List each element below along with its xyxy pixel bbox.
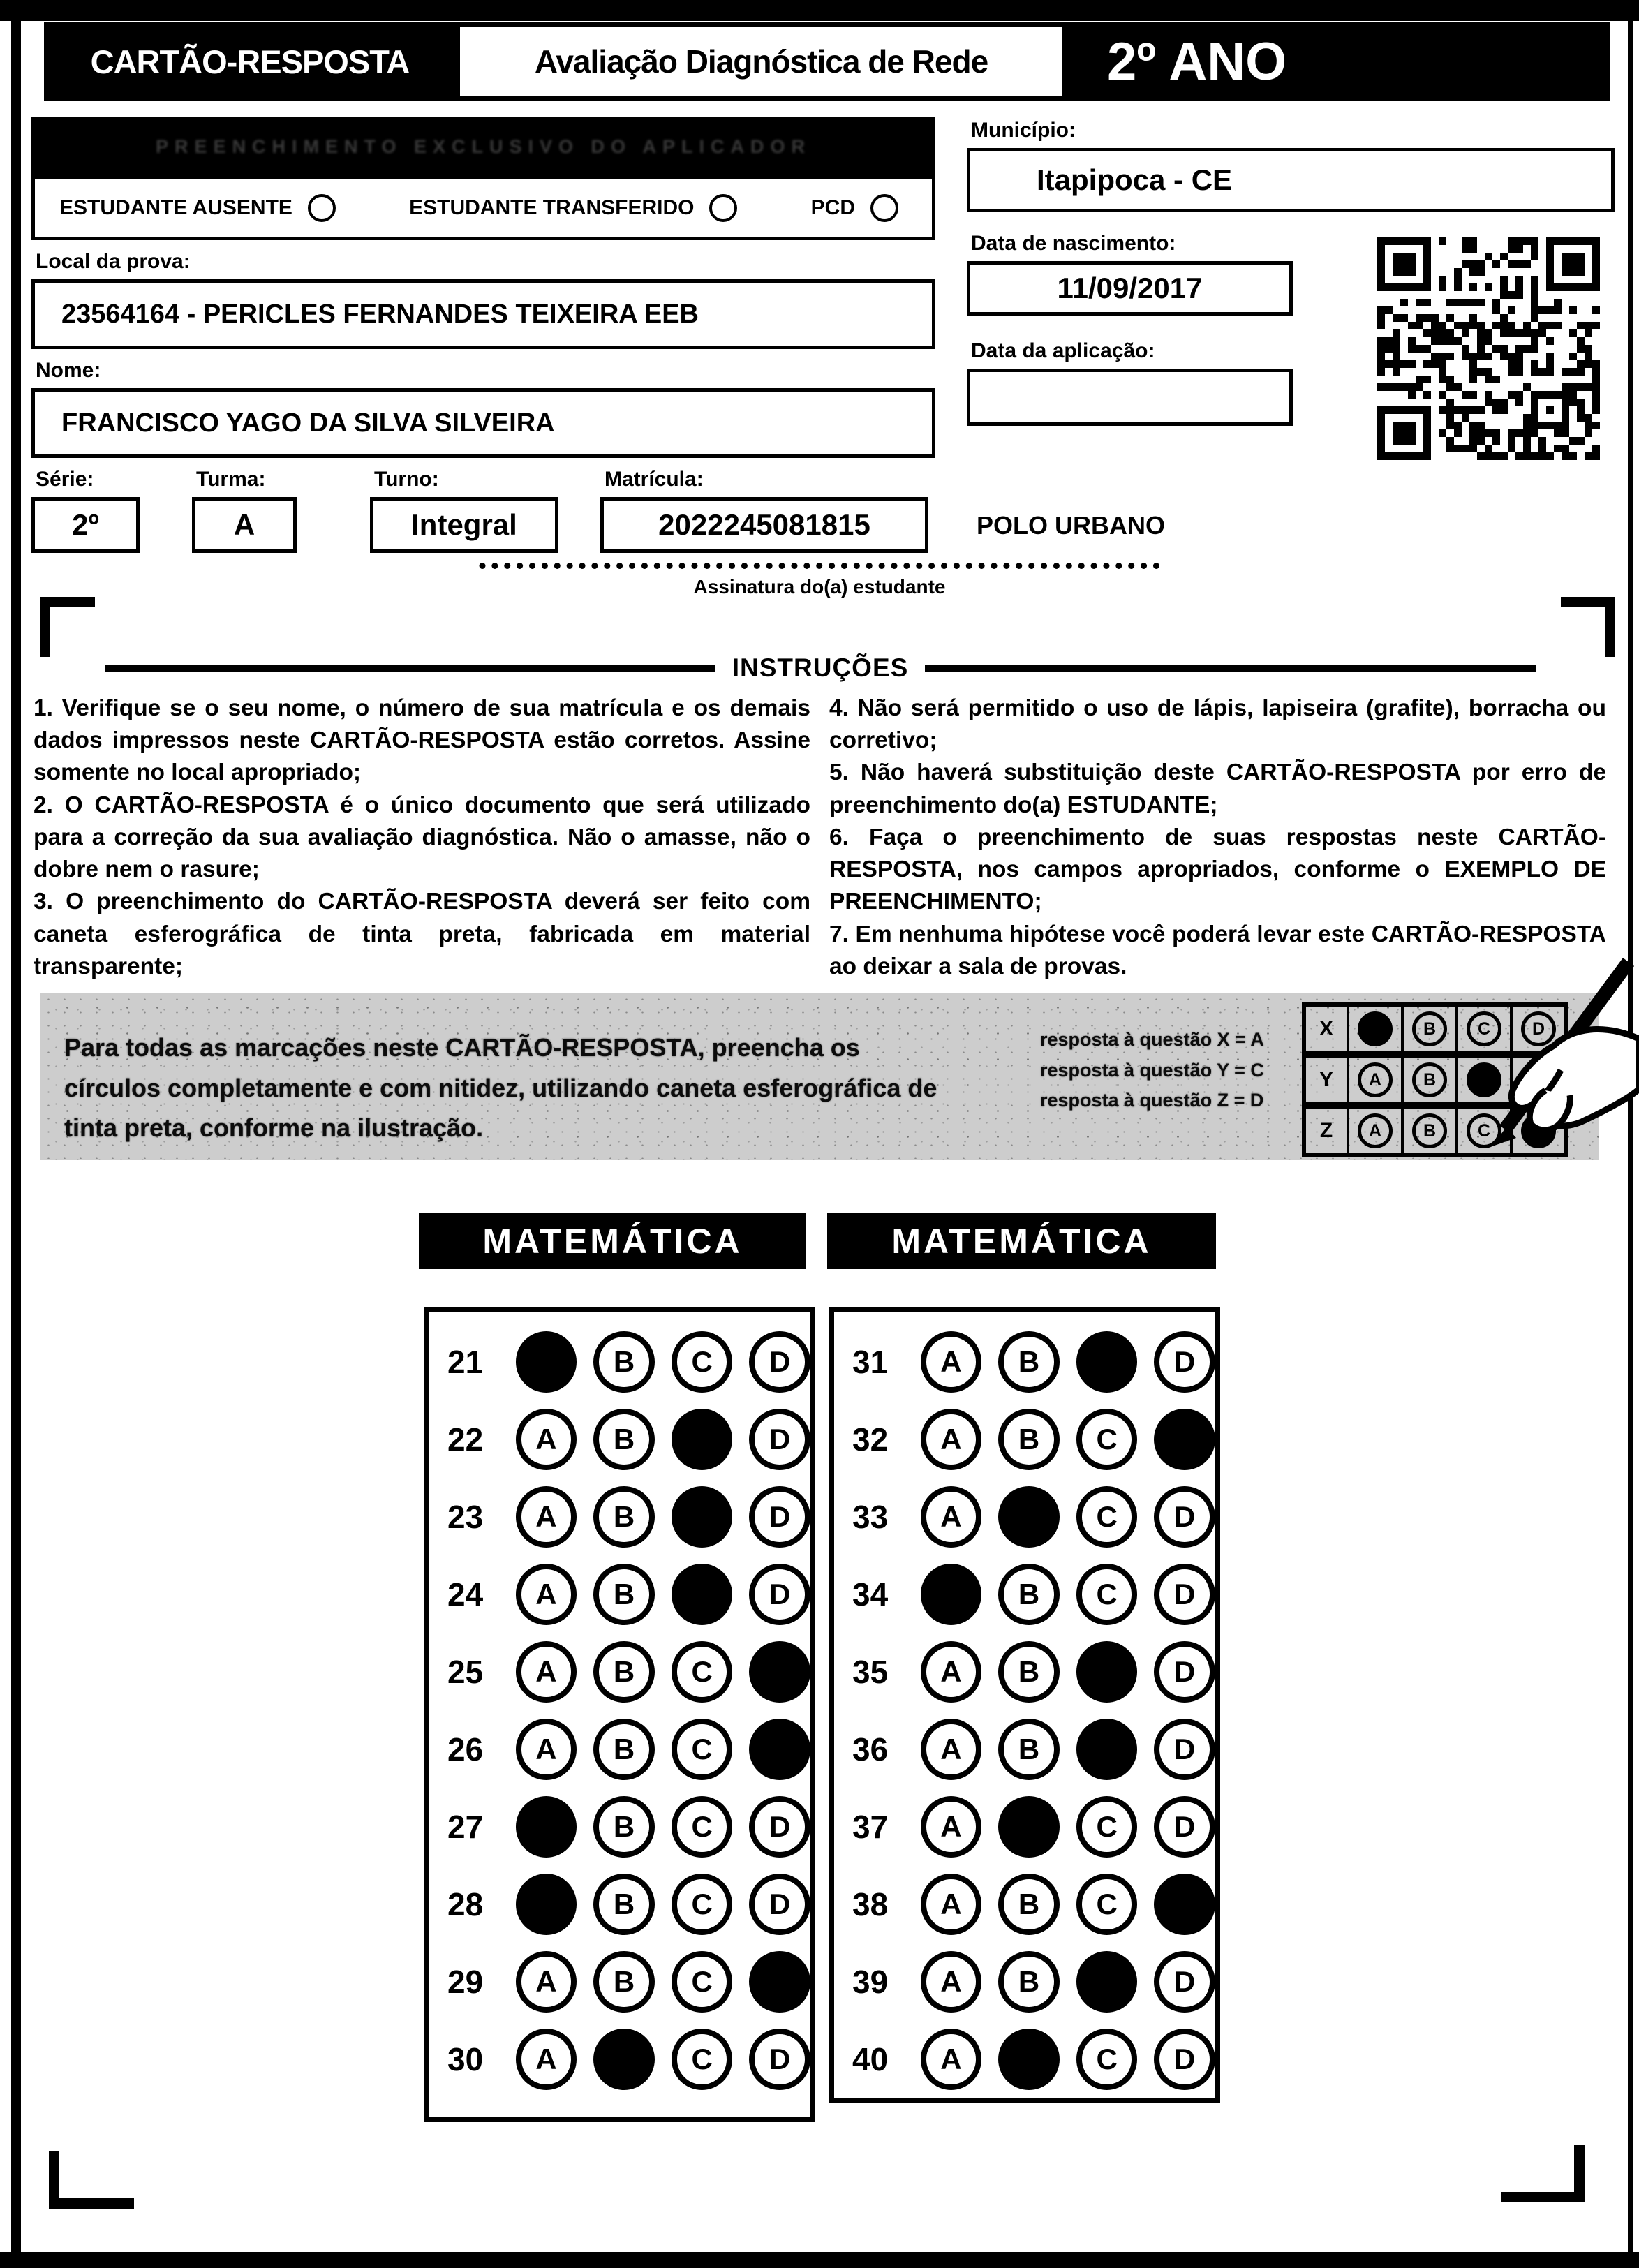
answer-bubble-39-D[interactable]: D xyxy=(1154,1951,1215,2013)
polo-label: POLO URBANO xyxy=(977,511,1165,540)
status-item-pcd xyxy=(811,194,898,222)
question-number: 30 xyxy=(447,2040,484,2077)
corner-mark-bottom-left xyxy=(49,2151,134,2209)
example-bubble-X-A xyxy=(1358,1011,1393,1046)
answer-bubble-39-C[interactable] xyxy=(1076,1951,1138,2013)
example-bubble-Z-A: A xyxy=(1358,1113,1393,1148)
answer-bubble-26-D[interactable] xyxy=(749,1719,810,1780)
answer-bubble-35-C[interactable] xyxy=(1076,1641,1138,1703)
question-number: 31 xyxy=(852,1343,889,1380)
grade-label: 2º ANO xyxy=(1067,22,1610,101)
answer-bubble-40-C[interactable]: C xyxy=(1076,2029,1138,2090)
answer-bubble-24-C[interactable] xyxy=(672,1564,733,1625)
instructions-header xyxy=(105,653,1536,683)
question-row-30 xyxy=(429,2020,810,2098)
divider-line xyxy=(105,665,715,672)
status-label: ESTUDANTE TRANSFERIDO xyxy=(409,196,695,219)
question-number: 29 xyxy=(447,1963,484,2000)
municipio-value-box: Itapipoca - CE xyxy=(967,148,1615,212)
example-row-label: Y xyxy=(1319,1068,1333,1091)
hand-with-pen-illustration xyxy=(1409,956,1639,1166)
instruction-item: 6. Faça o preenchimento de suas respostas neste CARTÃO-RESPOSTA, nos campos apropriados, conforme o EXEMPLO DE PREENCHIMENTO; xyxy=(829,824,1606,915)
answer-bubble-37-C[interactable]: C xyxy=(1076,1796,1138,1858)
question-row-34 xyxy=(834,1555,1215,1633)
answer-bubble-33-D[interactable]: D xyxy=(1154,1486,1215,1548)
question-row-31 xyxy=(834,1323,1215,1400)
nascimento-label: Data de nascimento: xyxy=(971,232,1176,255)
corner-mark-top-right xyxy=(1561,597,1615,657)
question-number: 36 xyxy=(852,1730,889,1767)
answer-bubble-27-B[interactable]: B xyxy=(593,1796,655,1858)
answer-bubble-31-B[interactable]: B xyxy=(998,1331,1060,1393)
question-row-27 xyxy=(429,1788,810,1865)
example-cell xyxy=(1347,1058,1401,1102)
example-bubble-X-C: C xyxy=(1467,1011,1501,1046)
question-row-28 xyxy=(429,1865,810,1943)
serie-label: Série: xyxy=(36,468,94,491)
local-label: Local da prova: xyxy=(36,250,191,273)
question-number: 27 xyxy=(447,1808,484,1845)
question-number: 40 xyxy=(852,2040,889,2077)
question-number: 25 xyxy=(447,1653,484,1690)
question-number: 23 xyxy=(447,1498,484,1535)
answer-bubble-38-C[interactable]: C xyxy=(1076,1874,1138,1935)
answer-bubble-28-A[interactable] xyxy=(516,1874,577,1935)
fill-example-legend xyxy=(1040,1025,1264,1116)
question-number: 21 xyxy=(447,1343,484,1380)
example-bubble-Y-B: B xyxy=(1412,1062,1447,1097)
answer-bubble-31-A[interactable]: A xyxy=(921,1331,982,1393)
card-title: CARTÃO-RESPOSTA xyxy=(44,22,456,101)
aplicacao-value-box[interactable] xyxy=(967,369,1293,426)
answer-bubble-37-B[interactable] xyxy=(998,1796,1060,1858)
instruction-item: 5. Não haverá substituição deste CARTÃO-RESPOSTA por erro de preenchimento do(a) ESTUDANTE; xyxy=(829,759,1606,818)
status-label: PCD xyxy=(810,196,855,219)
assessment-title: Avaliação Diagnóstica de Rede xyxy=(456,22,1067,101)
answer-grid-31-40 xyxy=(829,1307,1220,2103)
answer-bubble-31-D[interactable]: D xyxy=(1154,1331,1215,1393)
nome-label: Nome: xyxy=(36,359,101,382)
question-row-22 xyxy=(429,1400,810,1478)
instruction-item: 2. O CARTÃO-RESPOSTA é o único documento que será utilizado para a correção da sua avaliação diagnóstica. Não o amasse, não o dobre nem o rasure; xyxy=(34,792,810,883)
example-bubble-Y-A: A xyxy=(1358,1062,1393,1097)
matricula-value-box: 2022245081815 xyxy=(600,497,928,553)
answer-bubble-24-B[interactable]: B xyxy=(593,1564,655,1625)
answer-bubble-25-B[interactable]: B xyxy=(593,1641,655,1703)
question-number: 32 xyxy=(852,1421,889,1458)
answer-bubble-26-C[interactable]: C xyxy=(672,1719,733,1780)
status-bubble-transferido[interactable] xyxy=(709,194,737,222)
signature-line[interactable] xyxy=(480,563,1160,569)
corner-mark-top-left xyxy=(40,597,95,657)
answer-bubble-37-A[interactable]: A xyxy=(921,1796,982,1858)
header xyxy=(44,22,1610,101)
section-header-matematica-2: MATEMÁTICA xyxy=(827,1213,1216,1269)
question-row-40 xyxy=(834,2020,1215,2098)
question-number: 22 xyxy=(447,1421,484,1458)
answer-bubble-23-D[interactable]: D xyxy=(749,1486,810,1548)
answer-bubble-35-A[interactable]: A xyxy=(921,1641,982,1703)
question-row-33 xyxy=(834,1478,1215,1555)
instruction-item: 3. O preenchimento do CARTÃO-RESPOSTA deverá ser feito com caneta esferográfica de tinta preta, fabricada em material transparente; xyxy=(34,889,810,979)
answer-bubble-28-D[interactable]: D xyxy=(749,1874,810,1935)
legend-line: resposta à questão Y = C xyxy=(1040,1059,1264,1081)
answer-bubble-30-D[interactable]: D xyxy=(749,2029,810,2090)
nome-value-box: FRANCISCO YAGO DA SILVA SILVEIRA xyxy=(31,388,935,458)
legend-line: resposta à questão Z = D xyxy=(1040,1090,1264,1111)
answer-bubble-40-D[interactable]: D xyxy=(1154,2029,1215,2090)
question-number: 39 xyxy=(852,1963,889,2000)
question-row-36 xyxy=(834,1710,1215,1788)
answer-bubble-35-D[interactable]: D xyxy=(1154,1641,1215,1703)
answer-bubble-25-D[interactable] xyxy=(749,1641,810,1703)
question-row-24 xyxy=(429,1555,810,1633)
answer-bubble-27-C[interactable]: C xyxy=(672,1796,733,1858)
status-row xyxy=(31,176,935,240)
question-number: 33 xyxy=(852,1498,889,1535)
turno-label: Turno: xyxy=(374,468,439,491)
answer-bubble-28-B[interactable]: B xyxy=(593,1874,655,1935)
answer-bubble-38-A[interactable]: A xyxy=(921,1874,982,1935)
signature-area xyxy=(480,563,1160,598)
answer-bubble-29-D[interactable] xyxy=(749,1951,810,2013)
answer-bubble-22-A[interactable]: A xyxy=(516,1409,577,1470)
answer-bubble-33-B[interactable] xyxy=(998,1486,1060,1548)
answer-bubble-28-C[interactable]: C xyxy=(672,1874,733,1935)
answer-bubble-23-C[interactable] xyxy=(672,1486,733,1548)
status-item-ausente xyxy=(59,194,336,222)
instructions-right-column xyxy=(829,692,1606,983)
answer-bubble-34-B[interactable]: B xyxy=(998,1564,1060,1625)
question-row-35 xyxy=(834,1633,1215,1710)
location-data-column xyxy=(967,117,1616,540)
signature-label: Assinatura do(a) estudante xyxy=(693,576,946,598)
corner-mark-bottom-right xyxy=(1501,2145,1585,2202)
instruction-item: 1. Verifique se o seu nome, o número de sua matrícula e os demais dados impressos neste CARTÃO-RESPOSTA estão corretos. Assine somente no local apropriado; xyxy=(34,695,810,786)
example-bubble-Z-B: B xyxy=(1412,1113,1447,1148)
answer-bubble-36-D[interactable]: D xyxy=(1154,1719,1215,1780)
answer-bubble-29-B[interactable]: B xyxy=(593,1951,655,2013)
matricula-label: Matrícula: xyxy=(605,468,704,491)
question-number: 35 xyxy=(852,1653,889,1690)
question-number: 37 xyxy=(852,1808,889,1845)
answer-bubble-36-A[interactable]: A xyxy=(921,1719,982,1780)
question-number: 34 xyxy=(852,1576,889,1613)
turma-label: Turma: xyxy=(196,468,266,491)
question-number: 26 xyxy=(447,1730,484,1767)
answer-bubble-22-C[interactable] xyxy=(672,1409,733,1470)
applicator-faint-text: PREENCHIMENTO EXCLUSIVO DO APLICADOR xyxy=(155,135,812,157)
answer-bubble-34-A[interactable] xyxy=(921,1564,982,1625)
serie-value-box: 2º xyxy=(31,497,140,553)
answer-bubble-33-C[interactable]: C xyxy=(1076,1486,1138,1548)
status-label: ESTUDANTE AUSENTE xyxy=(59,196,292,219)
question-row-23 xyxy=(429,1478,810,1555)
divider-line xyxy=(925,665,1536,672)
fill-example-band xyxy=(40,993,1599,1160)
scan-border-left xyxy=(11,0,21,2268)
answer-bubble-26-B[interactable]: B xyxy=(593,1719,655,1780)
fill-example-text: Para todas as marcações neste CARTÃO-RESPOSTA, preencha os círculos completamente e com nitidez, utilizando caneta esferográfica de tinta preta, conforme na ilustração. xyxy=(64,1033,937,1143)
example-row-label: X xyxy=(1319,1017,1333,1040)
turno-value-box: Integral xyxy=(370,497,558,553)
example-row-label: Z xyxy=(1319,1119,1333,1142)
municipio-label: Município: xyxy=(971,119,1076,142)
answer-bubble-29-A[interactable]: A xyxy=(516,1951,577,2013)
answer-bubble-30-B[interactable] xyxy=(593,2029,655,2090)
answer-bubble-23-A[interactable]: A xyxy=(516,1486,577,1548)
example-bubble-X-B: B xyxy=(1412,1011,1447,1046)
answer-bubble-23-B[interactable]: B xyxy=(593,1486,655,1548)
scan-border-top xyxy=(0,0,1639,21)
local-value-box: 23564164 - PERICLES FERNANDES TEIXEIRA EEB xyxy=(31,279,935,349)
answer-bubble-36-B[interactable]: B xyxy=(998,1719,1060,1780)
answer-bubble-30-C[interactable]: C xyxy=(672,2029,733,2090)
answer-bubble-32-A[interactable]: A xyxy=(921,1409,982,1470)
example-cell xyxy=(1347,1109,1401,1153)
aplicacao-label: Data da aplicação: xyxy=(971,339,1155,362)
question-row-29 xyxy=(429,1943,810,2020)
answer-bubble-25-C[interactable]: C xyxy=(672,1641,733,1703)
answer-bubble-37-D[interactable]: D xyxy=(1154,1796,1215,1858)
nascimento-value-box: 11/09/2017 xyxy=(967,261,1293,316)
answer-bubble-22-D[interactable]: D xyxy=(749,1409,810,1470)
example-bubble-Z-C: C xyxy=(1467,1113,1501,1148)
instructions-title: INSTRUÇÕES xyxy=(732,653,909,682)
question-row-38 xyxy=(834,1865,1215,1943)
instructions-left-column xyxy=(34,692,810,983)
answer-bubble-27-D[interactable]: D xyxy=(749,1796,810,1858)
question-number: 28 xyxy=(447,1885,484,1922)
status-bubble-pcd[interactable] xyxy=(870,194,898,222)
instruction-item: 7. Em nenhuma hipótese você poderá levar este CARTÃO-RESPOSTA ao deixar a sala de provas. xyxy=(829,921,1606,979)
legend-line: resposta à questão X = A xyxy=(1040,1029,1264,1050)
answer-bubble-32-C[interactable]: C xyxy=(1076,1409,1138,1470)
qr-code xyxy=(1377,237,1600,460)
answer-bubble-33-A[interactable]: A xyxy=(921,1486,982,1548)
answer-bubble-36-C[interactable] xyxy=(1076,1719,1138,1780)
example-cell xyxy=(1347,1007,1401,1051)
answer-bubble-38-B[interactable]: B xyxy=(998,1874,1060,1935)
question-row-25 xyxy=(429,1633,810,1710)
answer-bubble-39-A[interactable]: A xyxy=(921,1951,982,2013)
question-row-32 xyxy=(834,1400,1215,1478)
status-bubble-ausente[interactable] xyxy=(308,194,336,222)
answer-bubble-24-D[interactable]: D xyxy=(749,1564,810,1625)
question-number: 24 xyxy=(447,1576,484,1613)
turma-value-box: A xyxy=(192,497,297,553)
answer-bubble-34-C[interactable]: C xyxy=(1076,1564,1138,1625)
question-row-26 xyxy=(429,1710,810,1788)
applicator-bar xyxy=(31,117,935,176)
answer-bubble-22-B[interactable]: B xyxy=(593,1409,655,1470)
answer-bubble-21-D[interactable]: D xyxy=(749,1331,810,1393)
serie-row xyxy=(31,458,935,553)
answer-bubble-30-A[interactable]: A xyxy=(516,2029,577,2090)
answer-bubble-39-B[interactable]: B xyxy=(998,1951,1060,2013)
answer-bubble-29-C[interactable]: C xyxy=(672,1951,733,2013)
answer-bubble-21-A[interactable] xyxy=(516,1331,577,1393)
answer-bubble-38-D[interactable] xyxy=(1154,1874,1215,1935)
answer-bubble-25-A[interactable]: A xyxy=(516,1641,577,1703)
answer-bubble-32-D[interactable] xyxy=(1154,1409,1215,1470)
answer-bubble-27-A[interactable] xyxy=(516,1796,577,1858)
answer-bubble-21-C[interactable]: C xyxy=(672,1331,733,1393)
answer-bubble-32-B[interactable]: B xyxy=(998,1409,1060,1470)
answer-bubble-34-D[interactable]: D xyxy=(1154,1564,1215,1625)
answer-bubble-40-B[interactable] xyxy=(998,2029,1060,2090)
question-row-21 xyxy=(429,1323,810,1400)
scan-border-bottom xyxy=(0,2252,1639,2268)
answer-grid-21-30 xyxy=(424,1307,815,2122)
status-item-transferido xyxy=(409,194,737,222)
question-row-37 xyxy=(834,1788,1215,1865)
section-header-matematica-1: MATEMÁTICA xyxy=(419,1213,806,1269)
question-row-39 xyxy=(834,1943,1215,2020)
example-bubble-X-D: D xyxy=(1521,1011,1556,1046)
answer-bubble-35-B[interactable]: B xyxy=(998,1641,1060,1703)
student-data-column xyxy=(31,117,935,553)
instruction-item: 4. Não será permitido o uso de lápis, lapiseira (grafite), borracha ou corretivo; xyxy=(829,695,1606,754)
answer-bubble-26-A[interactable]: A xyxy=(516,1719,577,1780)
answer-bubble-31-C[interactable] xyxy=(1076,1331,1138,1393)
answer-bubble-40-A[interactable]: A xyxy=(921,2029,982,2090)
answer-bubble-24-A[interactable]: A xyxy=(516,1564,577,1625)
answer-bubble-21-B[interactable]: B xyxy=(593,1331,655,1393)
question-number: 38 xyxy=(852,1885,889,1922)
